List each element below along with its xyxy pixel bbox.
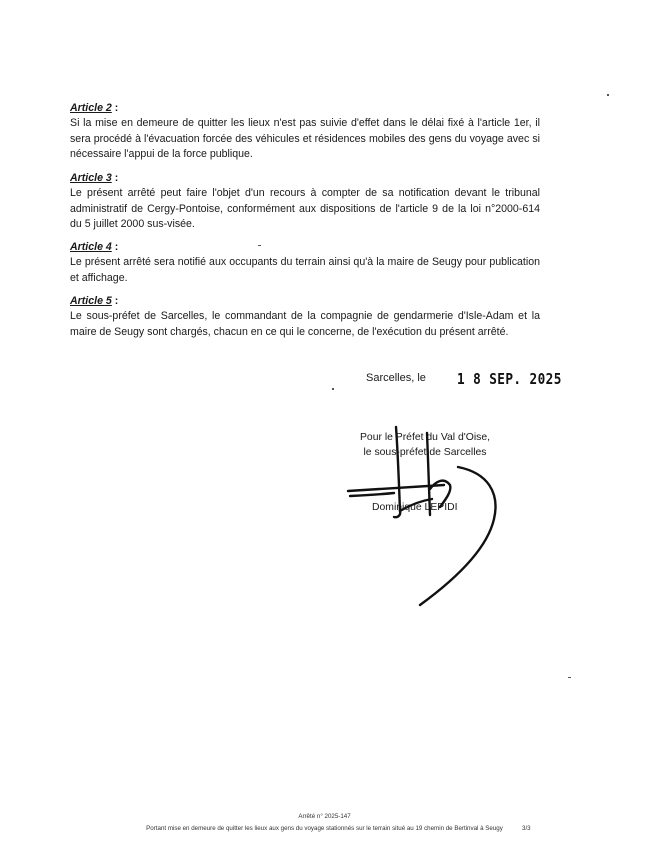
article-4-body: Le présent arrêté sera notifié aux occupants du terrain ainsi qu'à la maire de Seugy pour publication et affichage. <box>70 256 540 284</box>
signature-line-2: le sous-préfet de Sarcelles <box>363 447 487 458</box>
article-3-title: Article 3 <box>70 172 112 184</box>
scan-speck <box>258 245 261 246</box>
place-label: Sarcelles, le <box>366 372 426 384</box>
article-3 <box>70 171 540 233</box>
article-2-body: Si la mise en demeure de quitter les lieux n'est pas suivie d'effet dans le délai fixé à l'article 1er, il sera procédé à l'évacuation forcée des véhicules et résidences mobiles des gens du voyage avec si nécessaire l'appui de la force publique. <box>70 117 540 161</box>
footer-decree-number: Arrêté n° 2025-147 <box>298 813 351 820</box>
scan-speck <box>607 94 609 96</box>
article-5-title: Article 5 <box>70 295 112 307</box>
article-2-title-colon: : <box>111 102 119 114</box>
scan-speck <box>332 388 334 390</box>
page-number: 3/3 <box>522 825 531 832</box>
handwritten-signature <box>340 415 520 615</box>
signatory-name: Dominique LEPIDI <box>372 502 458 513</box>
article-3-body: Le présent arrêté peut faire l'objet d'un recours à compter de sa notification devant le tribunal administratif de Cergy-Pontoise, conformément aux dispositions de l'article 9 de la loi n°2000-614 du 5 juillet 2000 sus-visée. <box>70 187 540 231</box>
article-5 <box>70 294 540 340</box>
article-2-title: Article 2 <box>70 102 112 114</box>
scan-speck <box>568 677 571 678</box>
article-3-title-colon: : <box>111 172 119 184</box>
article-4 <box>70 240 540 286</box>
article-4-title-colon: : <box>111 241 119 253</box>
signature-line-1: Pour le Préfet du Val d'Oise, <box>359 432 490 443</box>
article-5-body: Le sous-préfet de Sarcelles, le commandant de la compagnie de gendarmerie d'Isle-Adam et la maire de Seugy sont chargés, chacun en ce qui le concerne, de l'exécution du présent arrêté. <box>70 310 540 338</box>
article-2 <box>70 101 540 163</box>
date-stamp: 1 8 SEP. 2025 <box>457 370 562 388</box>
article-5-title-colon: : <box>111 295 119 307</box>
footer-decree-subject: Portant mise en demeure de quitter les lieux aux gens du voyage stationnés sur le terrain situé au 19 chemin de Bertinval à Seugy <box>146 825 503 832</box>
article-4-title: Article 4 <box>70 241 112 253</box>
